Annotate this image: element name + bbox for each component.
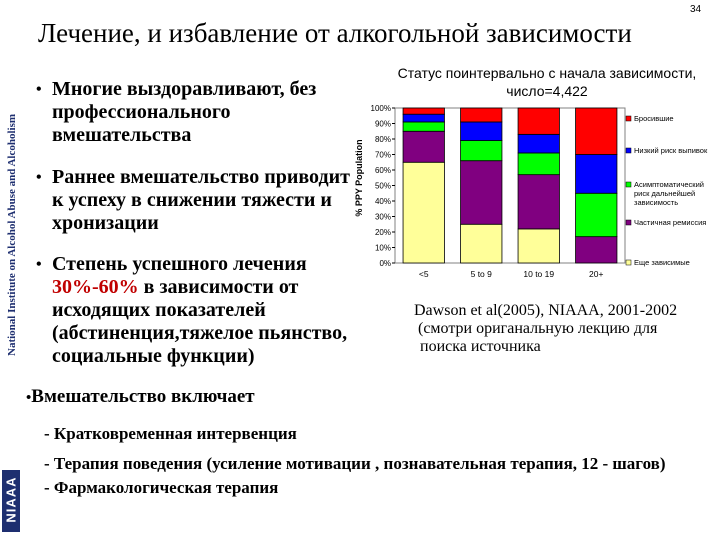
- legend-label: Еще зависимые: [634, 258, 690, 267]
- intervention-item-text: Кратковременная интервенция: [53, 424, 297, 443]
- bar-segment: [518, 134, 559, 153]
- legend-swatch: [626, 260, 631, 265]
- legend-label: Частичная ремиссия: [634, 218, 707, 227]
- bar-segment: [403, 122, 444, 131]
- bullet-text-before: Степень успешного лечения: [52, 253, 307, 275]
- legend-label: Низкий риск выпивок: [634, 146, 708, 155]
- bullet-dot-icon: •: [36, 256, 42, 273]
- dash-marker: -: [44, 454, 54, 473]
- bullet-dot-icon: •: [36, 81, 42, 98]
- bar-segment: [403, 162, 444, 263]
- bar-segment: [576, 193, 617, 236]
- dash-marker: -: [44, 478, 54, 497]
- bar-segment: [518, 175, 559, 229]
- bullet-text: Многие выздоравливают, без профессионального вмешательства: [52, 78, 317, 146]
- source-line-1: Dawson et al(2005), NIAAA, 2001-2002: [414, 302, 678, 319]
- y-tick-label: 40%: [374, 197, 391, 206]
- page-number: 34: [690, 4, 702, 15]
- bar-segment: [576, 155, 617, 194]
- bar-segment: [461, 108, 502, 122]
- bar-segment: [461, 141, 502, 161]
- bar-segment: [576, 108, 617, 155]
- intervention-item: [44, 478, 278, 498]
- bar-segment: [461, 224, 502, 263]
- stacked-bar-chart: [330, 100, 720, 300]
- y-tick-label: 30%: [374, 212, 391, 222]
- intervention-item-text: Терапия поведения (усиление мотивации , познавательная терапия, 12 - шагов): [53, 454, 666, 473]
- bullet-text: Раннее вмешательство приводит к успеху в снижении тяжести и хронизации: [52, 166, 350, 234]
- bar-segment: [518, 108, 559, 134]
- niaaa-logo: [2, 470, 20, 532]
- y-tick-label: 20%: [374, 228, 391, 237]
- bar-segment: [403, 114, 444, 122]
- bar-segment: [403, 108, 444, 114]
- bullet-early-intervention: [36, 166, 352, 235]
- y-tick-label: 100%: [370, 104, 391, 113]
- y-tick-label: 70%: [374, 150, 391, 160]
- intervention-heading-text: Вмешательство включает: [31, 386, 255, 407]
- bar-segment: [403, 131, 444, 162]
- bullet-dot-icon: •: [26, 390, 32, 406]
- intervention-item-text: Фармакологическая терапия: [53, 478, 279, 497]
- bar-segment: [576, 237, 617, 263]
- y-tick-label: 60%: [374, 166, 391, 175]
- logo-text: NIAAA: [3, 476, 19, 523]
- legend-label: Асимптоматический: [634, 180, 704, 189]
- bullet-text-after: в зависимости от исходящих показателей (абстиненция,тяжелое пьянство, социальные функции): [52, 276, 348, 367]
- intervention-item: [44, 454, 716, 474]
- legend-swatch: [626, 182, 631, 187]
- side-organization-text: National Institute on Alcohol Abuse and Alcoholism: [6, 113, 18, 356]
- bar-segment: [518, 229, 559, 263]
- bullet-dot-icon: •: [36, 169, 42, 186]
- bullet-self-recovery: [36, 78, 332, 147]
- y-tick-label: 0%: [379, 259, 391, 268]
- x-tick-label: 20+: [589, 269, 604, 279]
- legend: [626, 114, 708, 267]
- chart-caption: Статус поинтервально с начала зависимости, число=4,422: [397, 65, 697, 99]
- legend-label: Бросившие: [634, 114, 674, 123]
- source-citation: [414, 302, 677, 356]
- y-tick-label: 10%: [374, 243, 391, 253]
- legend-swatch: [626, 220, 631, 225]
- bar-segment: [518, 153, 559, 175]
- legend-swatch: [626, 116, 631, 121]
- intervention-heading: [26, 386, 255, 408]
- page-title: Лечение, и избавление от алкогольной зависимости: [38, 18, 632, 48]
- success-rate-highlight: 30%-60%: [52, 276, 139, 298]
- y-tick-label: 90%: [374, 119, 391, 129]
- bar-segment: [461, 122, 502, 141]
- source-line-2: (смотри ориганальную лекцию для: [418, 320, 658, 337]
- dash-marker: -: [44, 424, 54, 443]
- x-tick-label: <5: [418, 269, 429, 279]
- source-line-3: поиска источника: [420, 338, 541, 355]
- x-tick-label: 5 to 9: [470, 269, 492, 279]
- intervention-item: [44, 424, 297, 444]
- legend-swatch: [626, 148, 631, 153]
- y-tick-label: 50%: [374, 181, 391, 191]
- x-axis-ticks: [419, 269, 604, 279]
- y-axis-label: % PPY Population: [354, 139, 364, 217]
- legend-label: риск дальнейшей: [634, 189, 696, 198]
- y-tick-label: 80%: [374, 135, 391, 144]
- x-tick-label: 10 to 19: [523, 269, 555, 279]
- bar-segment: [461, 161, 502, 225]
- legend-label: зависимость: [634, 198, 679, 207]
